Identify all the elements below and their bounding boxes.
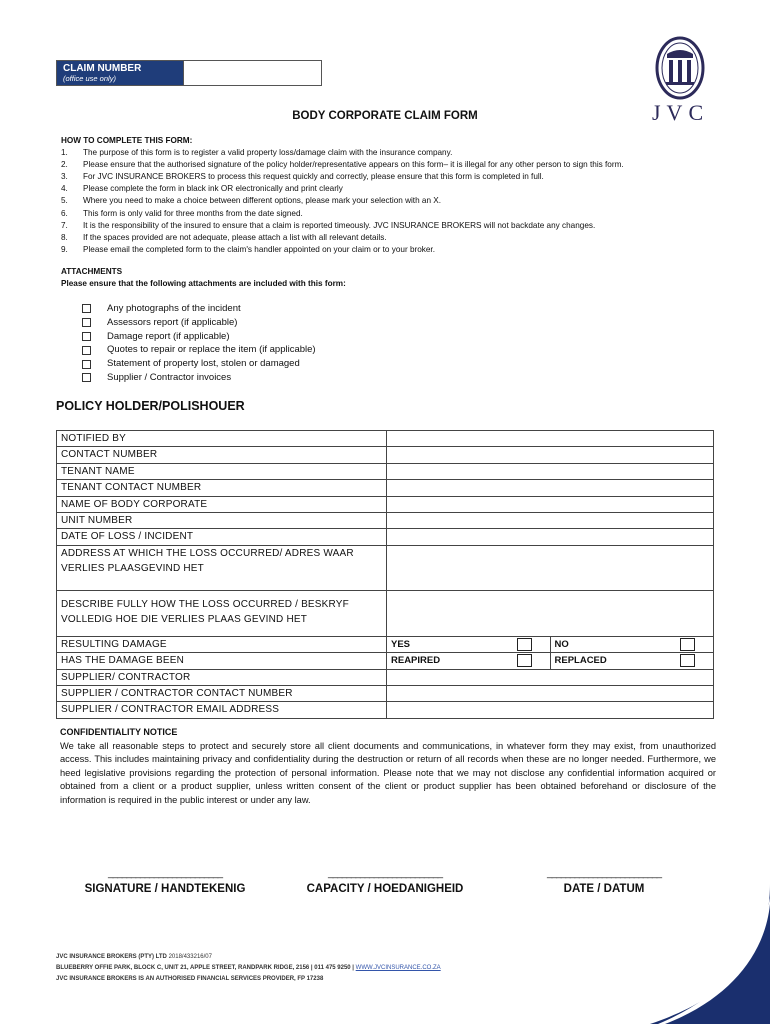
- checkbox[interactable]: [82, 318, 91, 327]
- instruction-number: 7.: [61, 220, 68, 230]
- instruction-item: [61, 147, 741, 159]
- describe-input[interactable]: [387, 591, 713, 636]
- table-row: [57, 669, 713, 685]
- footer-address: BLUEBERRY OFFIE PARK, BLOCK C, UNIT 21, APPLE STREET, RANDPARK RIDGE, 2156 | 011 475 9250 |: [56, 965, 354, 971]
- instruction-item: [61, 232, 741, 244]
- instruction-text: Please ensure that the authorised signature of the policy holder/representative appears on this form– it is illegal for any other person to sign this form.: [83, 160, 624, 170]
- no-checkbox[interactable]: [680, 638, 695, 651]
- yes-checkbox[interactable]: [517, 638, 532, 651]
- checklist-label: Quotes to repair or replace the item (if applicable): [107, 344, 316, 356]
- table-row-describe: [57, 590, 713, 636]
- field-input[interactable]: [387, 447, 713, 462]
- checklist-label: Assessors report (if applicable): [107, 316, 238, 328]
- table-row: [57, 463, 713, 479]
- checklist-item: [82, 316, 316, 330]
- field-label-describe: [57, 591, 387, 636]
- option-no-label: NO: [554, 639, 569, 651]
- instructions-heading: HOW TO COMPLETE THIS FORM:: [61, 136, 193, 145]
- checklist-label: Any photographs of the incident: [107, 303, 241, 314]
- footer-company: JVC INSURANCE BROKERS (PTY) LTD: [56, 954, 167, 960]
- option-no: [550, 637, 714, 652]
- checklist-item: [82, 302, 316, 316]
- attachments-subheading: Please ensure that the following attachments are included with this form:: [61, 279, 346, 288]
- checkbox[interactable]: [82, 346, 91, 355]
- option-replaced-label: REPLACED: [554, 655, 607, 667]
- checkbox[interactable]: [82, 304, 91, 313]
- footer-company-line: [56, 952, 441, 963]
- capacity-line[interactable]: _________________________: [327, 868, 443, 879]
- field-label: DATE OF LOSS / INCIDENT: [57, 529, 387, 544]
- claim-number-label-cell: [57, 61, 183, 85]
- instruction-number: 8.: [61, 232, 68, 242]
- policy-holder-table: [56, 430, 714, 719]
- instruction-item: [61, 195, 741, 207]
- table-row: [57, 512, 713, 528]
- address-label-line2: VERLIES PLAASGEVIND HET: [61, 563, 204, 575]
- describe-label-line1: DESCRIBE FULLY HOW THE LOSS OCCURRED / BESKRYF: [61, 598, 349, 610]
- instruction-number: 5.: [61, 196, 68, 206]
- field-label: HAS THE DAMAGE BEEN: [57, 653, 387, 668]
- date-label: DATE / DATUM: [563, 883, 645, 895]
- instruction-text: For JVC INSURANCE BROKERS to process this request quickly and correctly, please ensure that this form is completed in full.: [83, 172, 544, 182]
- checklist-item: [82, 343, 316, 357]
- attachments-checklist: [82, 302, 316, 385]
- option-yes: [387, 637, 550, 652]
- option-repaired: [387, 653, 550, 668]
- instruction-item: [61, 244, 741, 256]
- instruction-text: Please email the completed form to the claim's handler appointed on your claim or to your broker.: [83, 244, 435, 254]
- checklist-item: [82, 357, 316, 371]
- table-row-damage-been: [57, 652, 713, 668]
- checklist-item: [82, 371, 316, 385]
- field-label: TENANT NAME: [57, 464, 387, 479]
- instruction-number: 4.: [61, 184, 68, 194]
- instruction-number: 3.: [61, 172, 68, 182]
- field-label: RESULTING DAMAGE: [57, 637, 387, 652]
- footer-fsp: JVC INSURANCE BROKERS IS AN AUTHORISED FINANCIAL SERVICES PROVIDER, FP 17238: [56, 976, 324, 982]
- confidentiality-heading: CONFIDENTIALITY NOTICE: [60, 727, 178, 737]
- repaired-checkbox[interactable]: [517, 654, 532, 667]
- field-label: TENANT CONTACT NUMBER: [57, 480, 387, 495]
- checkbox[interactable]: [82, 373, 91, 382]
- footer-address-line: [56, 963, 441, 974]
- field-input[interactable]: [387, 464, 713, 479]
- instruction-number: 1.: [61, 148, 68, 158]
- capacity-block: [280, 868, 490, 895]
- field-input[interactable]: [387, 431, 713, 446]
- instructions: [61, 135, 741, 256]
- claim-number-sublabel: (office use only): [63, 74, 116, 83]
- instruction-number: 9.: [61, 244, 68, 254]
- corner-swoosh-graphic: [620, 884, 770, 1024]
- field-input[interactable]: [387, 686, 713, 701]
- damage-options: [387, 637, 713, 652]
- repair-options: [387, 653, 713, 668]
- describe-label-line2: VOLLEDIG HOE DIE VERLIES PLAAS GEVIND HET: [61, 614, 308, 626]
- field-label: UNIT NUMBER: [57, 513, 387, 528]
- address-label-line1: ADDRESS AT WHICH THE LOSS OCCURRED/ ADRES WAAR: [61, 547, 354, 559]
- instruction-text: If the spaces provided are not adequate, please attach a list with all relevant details.: [83, 232, 387, 242]
- instruction-item: [61, 220, 741, 232]
- form-title: BODY CORPORATE CLAIM FORM: [292, 110, 478, 122]
- field-input[interactable]: [387, 513, 713, 528]
- date-line[interactable]: _________________________: [546, 868, 662, 879]
- checklist-label: Statement of property lost, stolen or damaged: [107, 358, 300, 370]
- table-row: [57, 431, 713, 446]
- instruction-text: Please complete the form in black ink OR electronically and print clearly: [83, 184, 343, 194]
- field-input[interactable]: [387, 480, 713, 495]
- claim-number-field[interactable]: [183, 61, 321, 85]
- signature-line[interactable]: _________________________: [107, 868, 223, 879]
- checkbox[interactable]: [82, 360, 91, 369]
- claim-number-box: [56, 60, 322, 86]
- instruction-item: [61, 183, 741, 195]
- instruction-item: [61, 171, 741, 183]
- table-row: [57, 685, 713, 701]
- signature-label: SIGNATURE / HANDTEKENIG: [84, 883, 246, 895]
- instruction-item: [61, 159, 741, 171]
- attachments-section: [61, 266, 346, 290]
- policy-holder-heading: POLICY HOLDER/POLISHOUER: [56, 399, 245, 413]
- field-input[interactable]: [387, 702, 713, 717]
- table-row: [57, 446, 713, 462]
- field-label: SUPPLIER/ CONTRACTOR: [57, 670, 387, 685]
- field-label: NAME OF BODY CORPORATE: [57, 497, 387, 512]
- option-repaired-label: REAPIRED: [391, 655, 441, 667]
- field-label: SUPPLIER / CONTRACTOR EMAIL ADDRESS: [57, 702, 387, 717]
- instruction-text: Where you need to make a choice between different options, please mark your selection with an X.: [83, 196, 442, 206]
- table-row-address: [57, 545, 713, 590]
- signature-block: [60, 868, 270, 895]
- field-input[interactable]: [387, 670, 713, 685]
- field-label: SUPPLIER / CONTRACTOR CONTACT NUMBER: [57, 686, 387, 701]
- field-input[interactable]: [387, 497, 713, 512]
- table-row: [57, 479, 713, 495]
- table-row-resulting-damage: [57, 636, 713, 652]
- field-label-address: [57, 546, 387, 590]
- logo-wordmark: JVC: [652, 100, 710, 125]
- footer-reg: 2018/433216/07: [168, 954, 212, 960]
- field-input[interactable]: [387, 529, 713, 544]
- checklist-item: [82, 330, 316, 344]
- option-replaced: [550, 653, 714, 668]
- checkbox[interactable]: [82, 332, 91, 341]
- attachments-heading: ATTACHMENTS: [61, 267, 123, 276]
- field-label: NOTIFIED BY: [57, 431, 387, 446]
- table-row: [57, 528, 713, 544]
- instruction-text: The purpose of this form is to register a valid property loss/damage claim with the insurance company.: [83, 148, 453, 158]
- replaced-checkbox[interactable]: [680, 654, 695, 667]
- confidentiality-notice: [60, 726, 716, 808]
- checklist-label: Damage report (if applicable): [107, 330, 230, 342]
- instruction-text: This form is only valid for three months from the date signed.: [83, 208, 303, 218]
- claim-number-label: CLAIM NUMBER: [63, 63, 142, 74]
- table-row: [57, 701, 713, 717]
- instruction-number: 2.: [61, 160, 68, 170]
- table-row: [57, 496, 713, 512]
- checklist-label: Supplier / Contractor invoices: [107, 371, 232, 383]
- confidentiality-body: We take all reasonable steps to protect and securely store all client documents and communications, in whatever form they may exist, from unauthorized access. This includes maintaining privacy and confidentiality during the destruction or return of all records when these are no longer needed. Furthermore, we heed legislative provisions regarding the protection of personal information. Please note that we may not disclose any confidential information acquired or obtained from a client or a product supplier, unless written consent of the client or product supplier has been obtained beforehand or disclosure of the information is required in the public interest or under any law.: [60, 740, 716, 805]
- footer: [56, 952, 441, 985]
- field-label: CONTACT NUMBER: [57, 447, 387, 462]
- option-yes-label: YES: [391, 639, 411, 651]
- instruction-item: [61, 208, 741, 220]
- capacity-label: CAPACITY / HOEDANIGHEID: [306, 883, 464, 895]
- footer-website-link[interactable]: WWW.JVCINSURANCE.CO.ZA: [355, 965, 441, 971]
- address-input[interactable]: [387, 546, 713, 590]
- instruction-text: It is the responsibility of the insured to ensure that a claim is reported timeously. JVC INSURANCE BROKERS will not backdate any changes.: [83, 220, 596, 230]
- instruction-number: 6.: [61, 208, 68, 218]
